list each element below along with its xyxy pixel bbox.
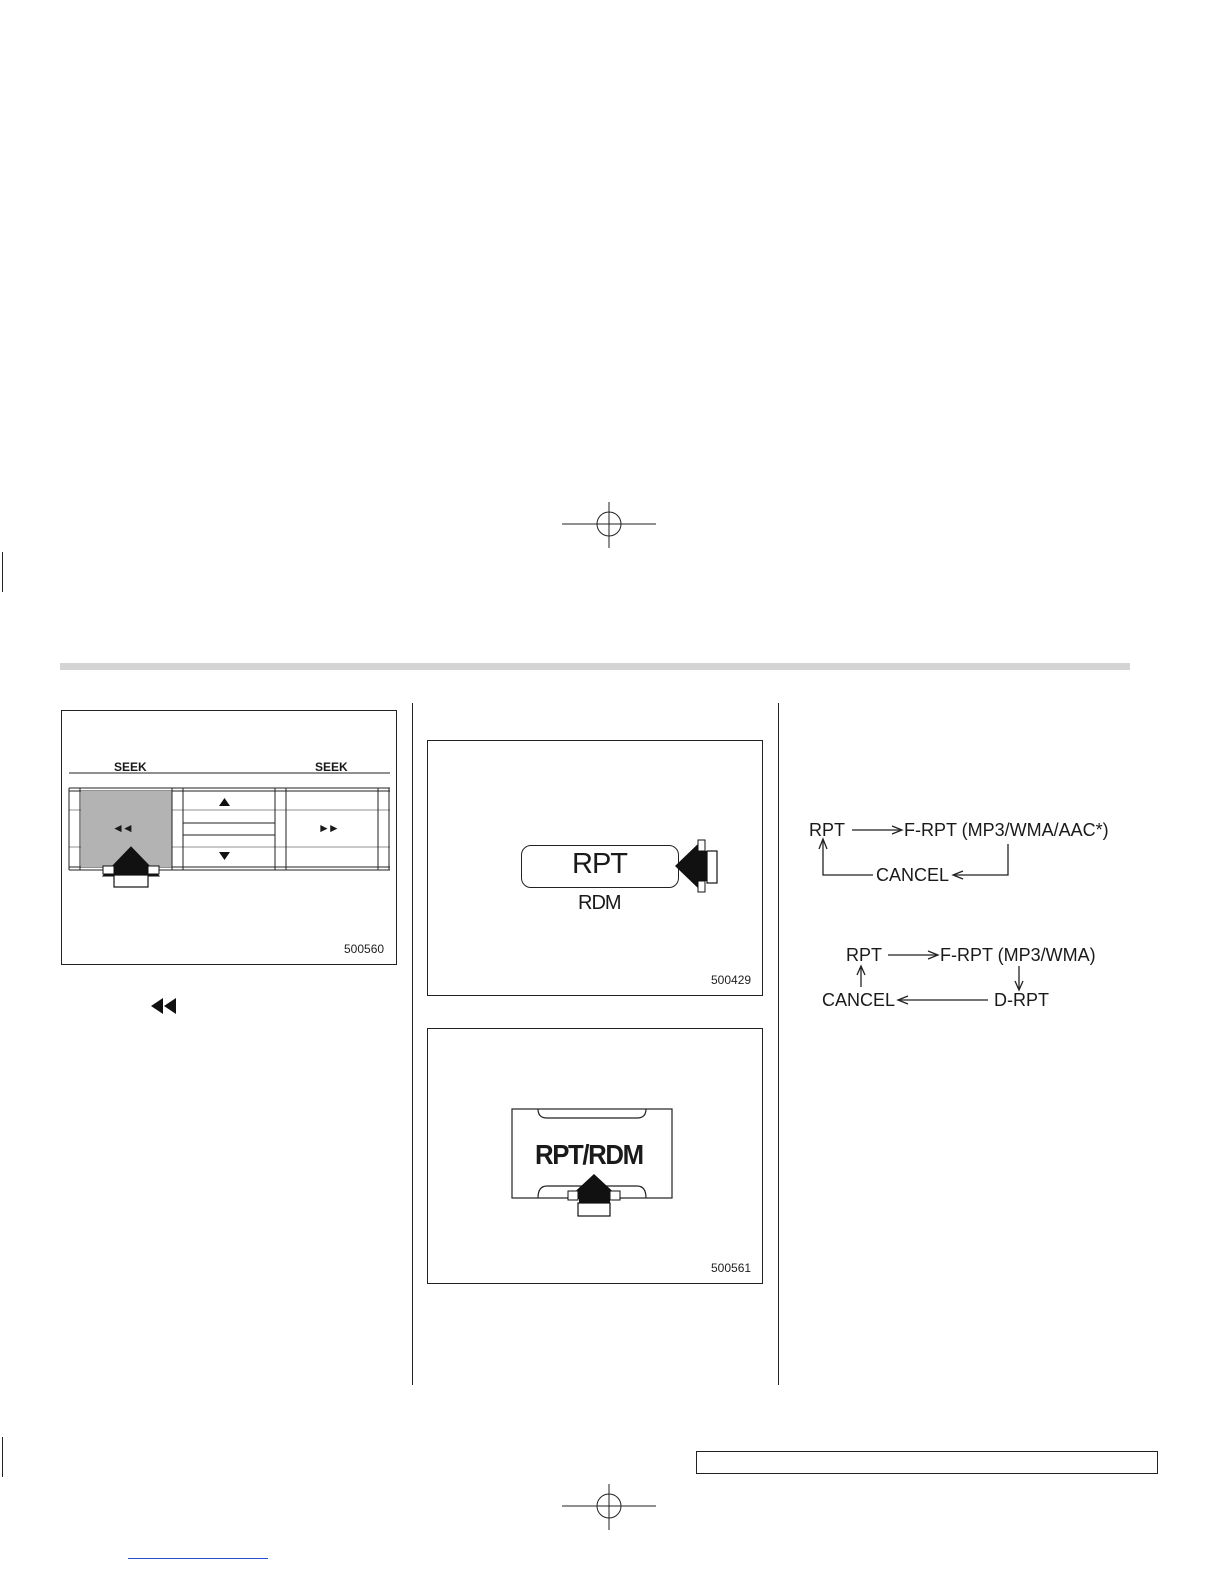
column-divider-1 <box>412 703 413 1385</box>
flow1-rpt: RPT <box>809 820 845 840</box>
flow2-rpt: RPT <box>846 945 882 965</box>
rewind-icon <box>150 997 178 1015</box>
up-arrow-pointer-icon <box>566 1171 624 1221</box>
fast-forward-icon: ►► <box>318 821 338 835</box>
figure-id: 500429 <box>711 973 752 987</box>
crop-mark-top <box>560 500 660 550</box>
figure-id: 500561 <box>711 1261 752 1275</box>
flow1-arrows <box>800 810 1120 890</box>
flow1-cancel: CANCEL <box>876 865 950 885</box>
flow2-f-rpt: F-RPT (MP3/WMA) <box>940 945 1096 965</box>
rpt-button-label: RPT <box>572 848 627 880</box>
figure-rpt-button <box>427 740 763 996</box>
seek-left-label: SEEK <box>114 760 147 774</box>
flow2-arrows <box>800 935 1120 1015</box>
margin-tick-left-bottom <box>2 1437 3 1477</box>
crop-mark-bottom <box>560 1482 660 1532</box>
margin-tick-left-top <box>2 552 3 592</box>
tune-up-arrow-icon <box>219 798 230 806</box>
rewind-icon: ◄◄ <box>112 821 132 835</box>
figure-seek-panel <box>61 710 397 965</box>
left-arrow-pointer-icon <box>674 837 722 897</box>
rpt-rdm-button-label: RPT/RDM <box>535 1139 643 1170</box>
section-header-bar <box>60 663 1130 670</box>
footer-page-box <box>696 1451 1158 1474</box>
figure-rpt-rdm-button <box>427 1028 763 1284</box>
flow1-f-rpt: F-RPT (MP3/WMA/AAC*) <box>904 820 1109 840</box>
seek-right-label: SEEK <box>315 760 348 774</box>
figure-id: 500560 <box>344 942 385 956</box>
tune-down-arrow-icon <box>219 852 230 860</box>
rdm-label: RDM <box>578 892 621 914</box>
seek-panel-drawing <box>62 711 398 966</box>
column-divider-2 <box>778 703 779 1385</box>
flow2-cancel: CANCEL <box>822 990 896 1010</box>
footer-link-underline <box>128 1558 268 1559</box>
flow2-d-rpt: D-RPT <box>994 990 1049 1010</box>
